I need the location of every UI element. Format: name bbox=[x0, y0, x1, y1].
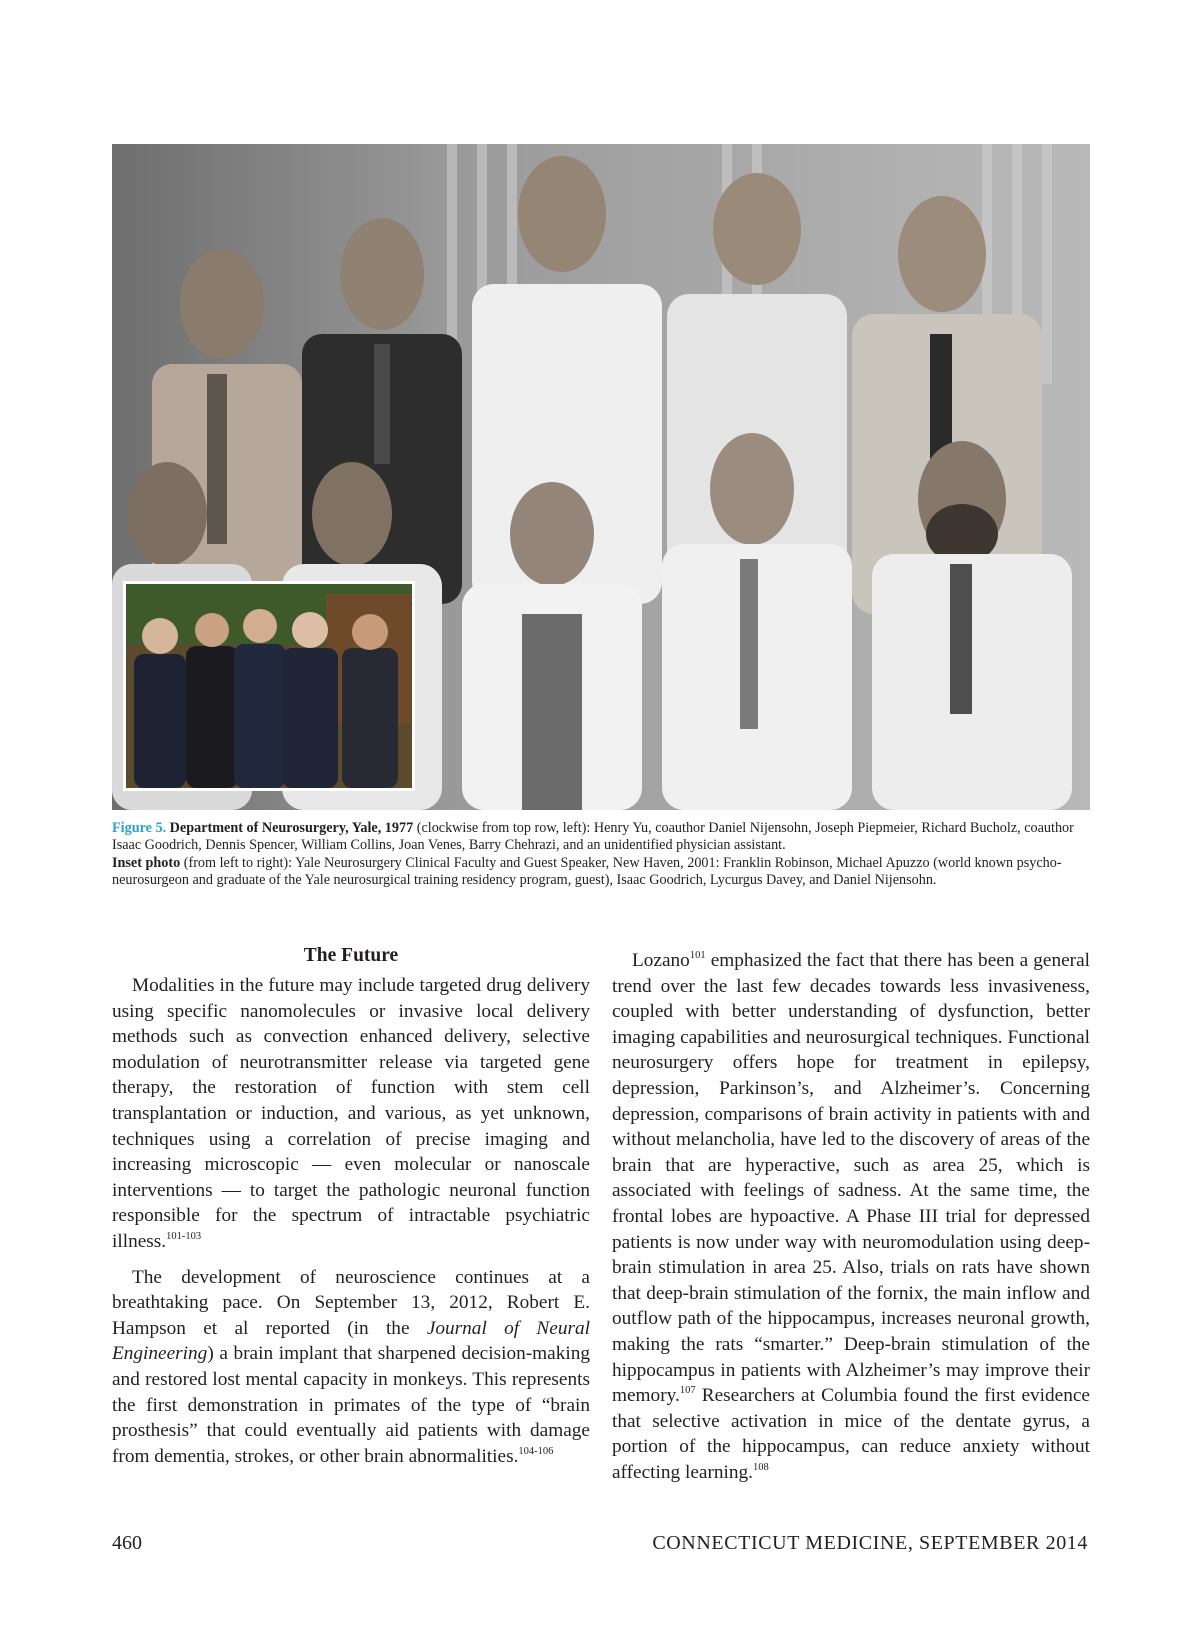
inset-label: Inset photo bbox=[112, 854, 181, 871]
paragraph-text: emphasized the fact that there has been a general trend over the last few decades towards less invasiveness, coupled with better understanding of dysfunction, better imaging capabilities and neurosurgical techniques. Functional neurosurgery offers hope for treatment in epilepsy, depression, Parkinson’s, and Alzheimer’s. Concerning depression, comparisons of brain activity in patients with and without melancholia, have led to the discovery of areas of the brain that are hyperactive, such as area 25, which is associated with feelings of sadness. At the same time, the frontal lobes are hypoactive. A Phase III trial for depressed patients is now under way with neuromodulation using deep-brain stimulation in area 25. Also, trials on rats have shown that deep-brain stimulation of the fornix, the main inflow and outflow path of the hippocampus, increases neuronal growth, making the rats “smarter.” Deep-brain stimulation of the hippocampus in patients with Alzheimer’s may improve their memory. bbox=[612, 950, 1090, 1407]
reference-superscript: 108 bbox=[752, 1461, 769, 1473]
inset-caption-text: (from left to right): Yale Neurosurgery Clinical Faculty and Guest Speaker, New Haven, 2001: Franklin Robinson, Michael Apuzzo (world known psycho-neurosurgeon and graduate of the Yale neurosurgical training residency program, guest), Isaac Goodrich, Lycurgus Davey, and Daniel Nijensohn. bbox=[112, 854, 1062, 888]
paragraph-text: Lozano bbox=[632, 950, 690, 971]
figure-caption bbox=[112, 820, 1090, 889]
figure-photo bbox=[112, 144, 1090, 810]
reference-superscript: 101-103 bbox=[166, 1230, 202, 1242]
journal-name: Journal of Neural Engineering bbox=[112, 1317, 590, 1365]
left-column bbox=[112, 944, 590, 1479]
reference-superscript: 104-106 bbox=[518, 1445, 554, 1457]
paragraph-text: The development of neuroscience continues at a breathtaking pace. On September 13, 2012, Robert E. Hampson et al reported (in the bbox=[112, 1266, 590, 1339]
paragraph bbox=[112, 973, 590, 1255]
paragraph bbox=[112, 1265, 590, 1470]
reference-superscript: 107 bbox=[679, 1385, 696, 1397]
figure-title: Department of Neurosurgery, Yale, 1977 bbox=[169, 820, 414, 836]
inset-photo bbox=[123, 581, 415, 791]
right-column bbox=[612, 948, 1090, 1485]
inset-photo-image bbox=[126, 584, 412, 788]
figure-label: Figure 5. bbox=[112, 820, 167, 836]
paragraph-text: Modalities in the future may include targeted drug delivery using specific nanomolecules or invasive local delivery methods such as convection enhanced delivery, selective modulation of neurotransmitter release via targeted gene therapy, the restoration of function with stem cell transplantation or induction, and various, as yet unknown, techniques using a correlation of precise imaging and increasing microscopic — even molecular or nanoscale interventions — to target the pathologic neuronal function responsible for the spectrum of intractable psychiatric illness. bbox=[112, 975, 590, 1252]
paragraph-text: ) a brain implant that sharpened decision-making and restored lost mental capacity in monkeys. This represents the first demonstration in primates of the type of “brain prosthesis” that could eventually aid patients with damage from dementia, strokes, or other brain abnormalities. bbox=[112, 1343, 590, 1467]
paragraph bbox=[612, 948, 1090, 1485]
figure-caption-text: (clockwise from top row, left): Henry Yu, coauthor Daniel Nijensohn, Joseph Piepmeier, Richard Bucholz, coauthor Isaac Goodrich, Dennis Spencer, William Collins, Joan Venes, Barry Chehrazi, and an unidentified physician assistant. bbox=[112, 820, 1074, 854]
page-number: 460 bbox=[112, 1532, 142, 1554]
section-heading: The Future bbox=[303, 945, 399, 966]
journal-footer: CONNECTICUT MEDICINE, SEPTEMBER 2014 bbox=[652, 1532, 1088, 1554]
paragraph-text: Researchers at Columbia found the first evidence that selective activation in mice of the dentate gyrus, a portion of the hippocampus, can reduce anxiety without affecting learning. bbox=[612, 1385, 1090, 1483]
reference-superscript: 101 bbox=[689, 950, 706, 961]
